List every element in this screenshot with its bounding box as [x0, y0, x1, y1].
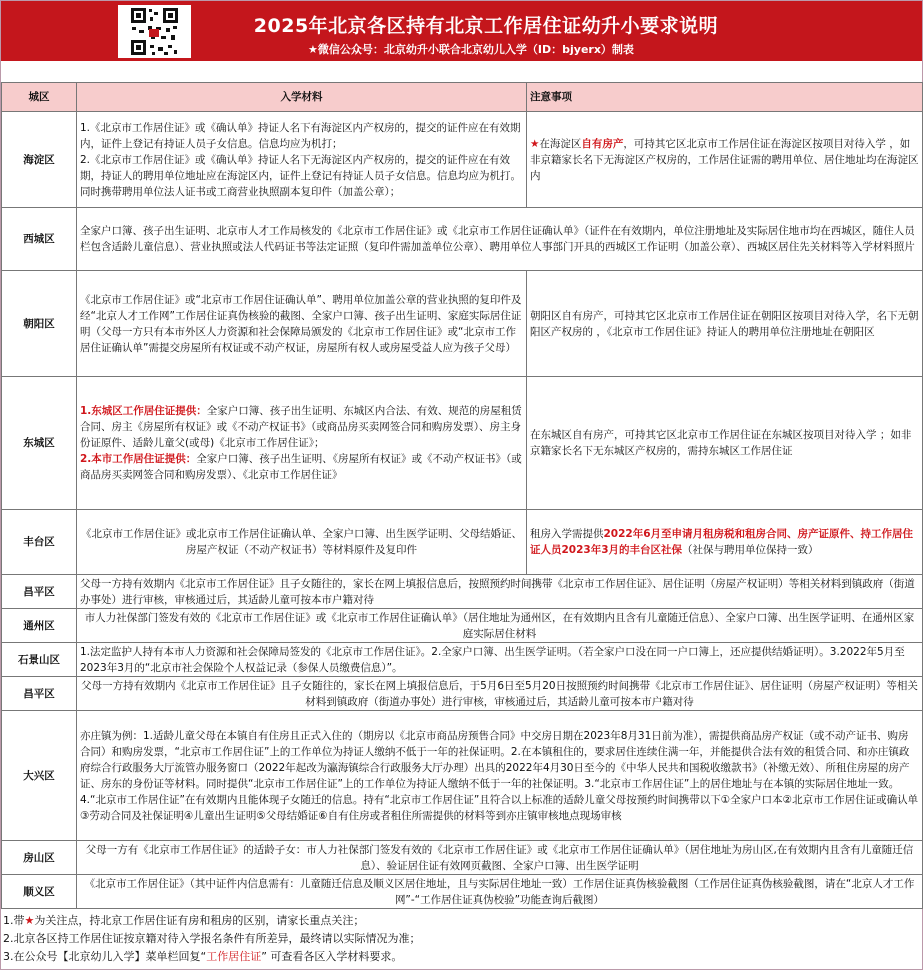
table-row	[2, 711, 923, 841]
materials-cell: 《北京市工作居住证》或北京市工作居住证确认单、全家户口簿、出生医学证明、父母结婚证、房屋产权证（不动产权证书）等材料原件及复印件	[77, 510, 527, 575]
materials-cell: 父母一方持有效期内《北京市工作居住证》且子女随往的，家长在网上填报信息后，于5月6日至5月20日按照预约时间携带《北京市工作居住证》、居住证明（房屋产权证明）等相关材料到镇政府（街道办事处）进行审核，审核通过后，其适龄儿童可按本市户籍对待	[77, 677, 923, 711]
materials-cell: 1.法定监护人持有本市人力资源和社会保障局签发的《北京市工作居住证》。2.全家户口簿、出生医学证明。（若全家户口没在同一户口簿上，还应提供结婚证明）。3.2022年5月至2023年3月的“北京市社会保险个人权益记录（参保人员缴费信息）”。	[77, 643, 923, 677]
page-subtitle: ★微信公众号：北京幼升小联合北京幼儿入学（ID：bjyerx）制表	[308, 43, 634, 56]
district-cell: 海淀区	[2, 112, 77, 208]
district-cell: 西城区	[2, 208, 77, 271]
column-header-materials: 入学材料	[77, 83, 527, 112]
materials-cell: 全家户口簿、孩子出生证明、北京市人才工作局核发的《北京市工作居住证》或《北京市工作居住证确认单》（证件在有效期内，单位注册地址及实际居住地市均在西城区，随住人员栏包含适龄儿童信息）、营业执照或法人代码证书等法定证照（复印件需加盖单位公章）、聘用单位人事部门开具的西城区工作证明（加盖公章）、西城区居住先关材料等入学材料照片	[77, 208, 923, 271]
notes-cell: 在东城区自有房产，可持其它区北京市工作居住证在东城区按项目对待入学 ；如非京籍家长名下无东城区产权房的，需持东城区工作居住证	[527, 377, 923, 510]
table-row	[2, 377, 923, 510]
column-header-notes: 注意事项	[527, 83, 923, 112]
district-cell: 昌平区	[2, 575, 77, 609]
district-cell: 顺义区	[2, 875, 77, 909]
materials-cell: 《北京市工作居住证》或“北京市工作居住证确认单”、聘用单位加盖公章的营业执照的复印件及经“北京人才工作网”工作居住证真伪核验的截图、全家户口簿、孩子出生证明、家庭实际居住证明（父母一方只有本市外区人力资源和社会保障局颁发的《北京市工作居住证》或“北京市工作居住证确认单”需提交房屋所有权证或不动产权证，房屋所有权人或房屋受益人应为孩子父母）	[77, 271, 527, 377]
qr-code-icon	[118, 5, 191, 58]
materials-cell: 父母一方持有效期内《北京市工作居住证》且子女随往的，家长在网上填报信息后，按照预约时间携带《北京市工作居住证》、居住证明（房屋产权证明）等相关材料到镇政府（街道办事处）进行审核，审核通过后，其适龄儿童可按本市户籍对待	[77, 575, 923, 609]
table-row	[2, 208, 923, 271]
district-cell: 丰台区	[2, 510, 77, 575]
materials-cell: 亦庄镇为例：1.适龄儿童父母在本镇自有住房且正式入住的（期房以《北京市商品房预售合同》中交房日期在2023年8月31日前为准），需提供商品房产权证（或不动产证书、购房合同）和购房发票，“北京市工作居住证”上的工作单位为持证人缴纳不低于一年的社保证明。2.在本镇租住的，要求居住连续住满一年，并能提供合法有效的租赁合同、和亦庄镇政府综合行政服务大厅流管办服务窗口（2022年起改为瀛海镇综合行政服务大厅办理）出具的2022年4月30日至今的《中华人民共和国税收缴款书》（补缴无效）、所租住房屋的房产证、房东的身份证等材料。同时提供“北京市工作居住证”上的工作单位为持证人缴纳不低于一年的社保证明。3.“北京市工作居住证”上的居住地址与在本镇的实际居住地址一致。4.“北京市工作居住证”在有效期内且能体现子女随迁的信息。持有“北京市工作居住证”且符合以上标准的适龄儿童父母按预约时间携带以下①全家户口本②北京市工作居住证或确认单③劳动合同及社保证明④儿童出生证明⑤父母结婚证⑥自有住房或者租住所需提供的材料等到亦庄镇审核地点现场审核	[77, 711, 923, 841]
footnotes	[3, 912, 920, 966]
table-row	[2, 575, 923, 609]
title-banner	[1, 1, 922, 61]
table-row	[2, 112, 923, 208]
footnote-1: 1.带★为关注点，持北京工作居住证有房和租房的区别，请家长重点关注；	[3, 914, 365, 927]
spacer-band	[1, 61, 922, 82]
materials-cell: 市人力社保部门签发有效的《北京市工作居住证》或《北京市工作居住证确认单》（居住地址为通州区，在有效期内且含有儿童随迁信息）、全家户口簿、出生医学证明、在通州区家庭实际居住材料	[77, 609, 923, 643]
table-row	[2, 271, 923, 377]
footnote-2: 2.北京各区持工作居住证按京籍对待入学报名条件有所差异，最终请以实际情况为准；	[3, 932, 421, 945]
page-title: 2025年北京各区持有北京工作居住证幼升小要求说明	[253, 15, 719, 37]
star-icon: ★	[530, 137, 540, 150]
table-row	[2, 643, 923, 677]
table-header-row	[2, 83, 923, 112]
notes-cell: 朝阳区自有房产，可持其它区北京市工作居住证在朝阳区按项目对待入学，名下无朝阳区产权房的 ，《北京市工作居住证》持证人的聘用单位注册地址在朝阳区	[527, 271, 923, 377]
requirements-table	[1, 82, 923, 909]
district-cell: 昌平区	[2, 677, 77, 711]
column-header-district: 城区	[2, 83, 77, 112]
table-row	[2, 875, 923, 909]
table-row	[2, 510, 923, 575]
table-row	[2, 609, 923, 643]
district-cell: 通州区	[2, 609, 77, 643]
footnote-3: 3.在公众号【北京幼儿入学】菜单栏回复“工作居住证” 可查看各区入学材料要求。	[3, 950, 403, 963]
materials-cell: 1.《北京市工作居住证》或《确认单》持证人名下有海淀区内产权房的，提交的证件应在有效期内，证件上登记有持证人员子女信息。信息均应为机打； 2.《北京市工作居住证》或《确认单》持证人名下无海淀区内产权房的，提交的证件应在有效期，持证人的聘用单位地址应在海淀区内，证件上登记有持证人员子女信息。信息均应为机打。同时携带聘用单位法人证书或工商营业执照副本复印件（加盖公章）；	[77, 112, 527, 208]
notes-cell: ★在海淀区自有房产，可持其它区北京市工作居住证在海淀区按项目对待入学 ，如非京籍家长名下无海淀区产权房的，工作居住证需的聘用单位、居住地址均在海淀区内	[527, 112, 923, 208]
materials-cell: 1.东城区工作居住证提供：全家户口簿、孩子出生证明、东城区内合法、有效、规范的房屋租赁合同、房主《房屋所有权证》或《不动产权证书》（或商品房买卖网签合同和购房发票）、房主身份证原件、适龄儿童父(或母)《北京市工作居住证》； 2.本市工作居住证提供：全家户口簿、孩子出生证明、《房屋所有权证》或《不动产权证书》（或商品房买卖网签合同和购房发票）、《北京市工作居住证》	[77, 377, 527, 510]
materials-cell: 《北京市工作居住证》（其中证件内信息需有：儿童随迁信息及顺义区居住地址，且与实际居住地址一致）工作居住证真伪核验截图（工作居住证真伪核验截图，请在“北京人才工作网”-“工作居住证真伪校验”功能查询后截图）	[77, 875, 923, 909]
table-row	[2, 841, 923, 875]
district-cell: 朝阳区	[2, 271, 77, 377]
district-cell: 房山区	[2, 841, 77, 875]
district-cell: 东城区	[2, 377, 77, 510]
notes-cell: 租房入学需提供2022年6月至申请月租房税和租房合同、房产证原件、持工作居住证人员2023年3月的丰台区社保（社保与聘用单位保持一致）	[527, 510, 923, 575]
star-icon: ★	[24, 914, 35, 927]
materials-cell: 父母一方有《北京市工作居住证》的适龄子女：市人力社保部门签发有效的《北京市工作居住证》或《北京市工作居住证确认单》（居住地址为房山区,在有效期内且含有儿童随迁信息）、验证居住证有效网页截图、全家户口簿、出生医学证明	[77, 841, 923, 875]
table-row	[2, 677, 923, 711]
district-cell: 石景山区	[2, 643, 77, 677]
district-cell: 大兴区	[2, 711, 77, 841]
